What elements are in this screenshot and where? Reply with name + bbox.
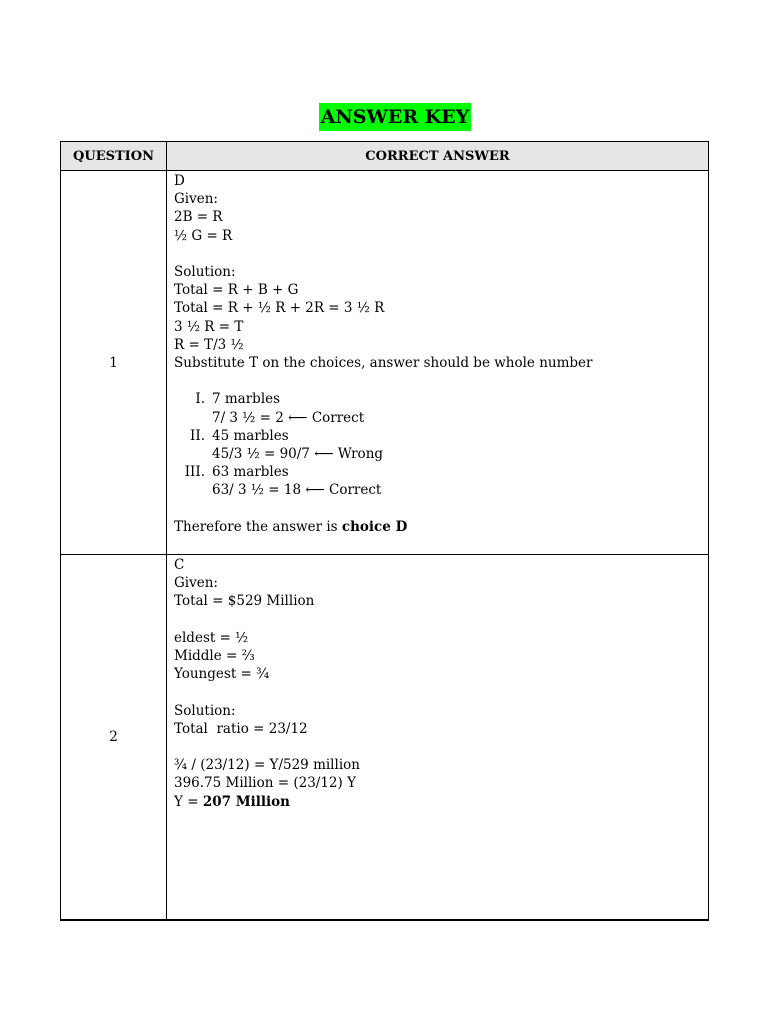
page-title: ANSWER KEY — [319, 103, 472, 131]
answer-column-header: CORRECT ANSWER — [167, 142, 709, 171]
given-label: Given: — [174, 191, 218, 208]
result-value: 207 Million — [202, 793, 290, 810]
answer-cell — [167, 171, 709, 555]
list-indent — [174, 409, 212, 427]
spacer — [174, 683, 702, 701]
table-row-question-1 — [61, 171, 709, 555]
answer-choice: D — [174, 173, 185, 189]
conclusion — [174, 518, 702, 536]
answer-key-table — [60, 141, 709, 921]
list-numeral: I. — [195, 391, 205, 408]
list-item-calc — [174, 445, 702, 463]
solution-line: Total = R + B + G — [174, 282, 299, 299]
list-item-calc — [174, 481, 702, 499]
share-line: Youngest = ¾ — [174, 666, 270, 683]
solution-line: Total = R + ½ R + 2R = 3 ½ R — [174, 300, 385, 317]
step-line: ¾ / (23/12) = Y/529 million — [174, 757, 360, 774]
table-row-question-2 — [61, 555, 709, 921]
question-number: 2 — [61, 555, 167, 921]
list-item-calc-text: 45/3 ½ = 90/7 ⟵ Wrong — [212, 445, 384, 462]
question-column-header: QUESTION — [61, 142, 167, 171]
solution-line: Substitute T on the choices, answer should be whole number — [174, 355, 593, 372]
list-item — [174, 427, 702, 445]
given-line: ½ G = R — [174, 227, 233, 244]
title-wrap — [0, 103, 768, 131]
list-numeral: II. — [190, 427, 205, 444]
result-text: Y = — [174, 793, 203, 810]
given-total: Total = $529 Million — [174, 593, 315, 610]
solution-label: Solution: — [174, 264, 236, 280]
list-item-calc — [174, 409, 702, 427]
share-line: eldest = ½ — [174, 629, 249, 646]
list-item-calc-text: 63/ 3 ½ = 18 ⟵ Correct — [212, 482, 382, 499]
list-indent — [174, 445, 212, 463]
given-label: Given: — [174, 575, 218, 592]
spacer — [174, 500, 702, 518]
spacer — [174, 611, 702, 629]
list-item-text: 7 marbles — [212, 391, 281, 408]
header-row — [61, 142, 709, 171]
spacer — [174, 738, 702, 756]
ratio-line: Total ratio = 23/12 — [174, 720, 308, 737]
step-line: 396.75 Million = (23/12) Y — [174, 775, 356, 792]
spacer — [174, 372, 702, 390]
list-item — [174, 463, 702, 481]
list-item-calc-text: 7/ 3 ½ = 2 ⟵ Correct — [212, 409, 365, 426]
solution-label: Solution: — [174, 702, 236, 719]
question-number: 1 — [61, 171, 167, 555]
conclusion-text: Therefore the answer is — [174, 518, 342, 535]
list-item — [174, 390, 702, 408]
share-line: Middle = ⅔ — [174, 648, 255, 664]
list-indent — [174, 481, 212, 499]
given-line: 2B = R — [174, 209, 223, 226]
list-item-text: 45 marbles — [212, 427, 289, 444]
spacer — [174, 245, 702, 263]
answer-choice: C — [174, 557, 185, 573]
conclusion-answer: choice D — [341, 518, 408, 535]
solution-line: R = T/3 ½ — [174, 336, 244, 353]
answer-cell — [167, 555, 709, 921]
list-numeral: III. — [184, 464, 205, 481]
result-line — [174, 793, 702, 811]
list-item-text: 63 marbles — [212, 464, 289, 481]
solution-line: 3 ½ R = T — [174, 318, 244, 335]
